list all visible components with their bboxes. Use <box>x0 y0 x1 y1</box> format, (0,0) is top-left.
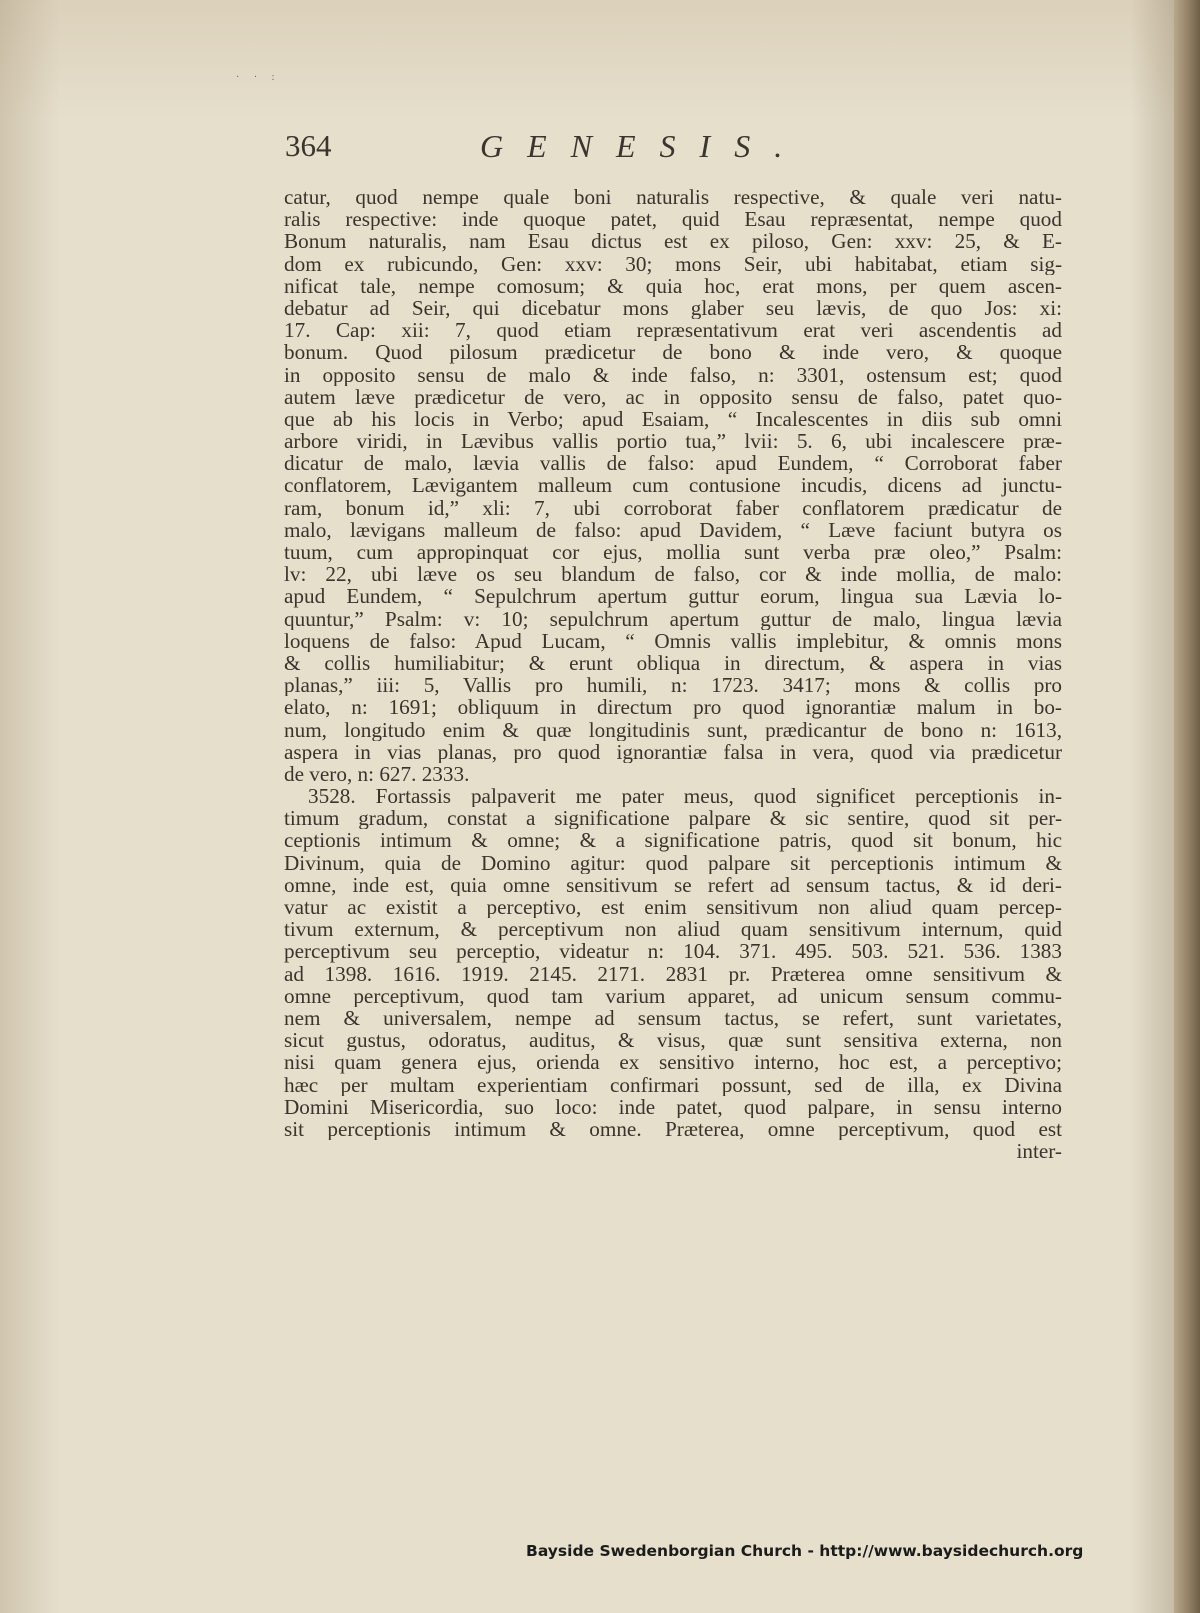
ink-specks: · · : <box>236 72 281 83</box>
text-line: Bonum naturalis, nam Esau dictus est ex piloso, Gen: xxv: 25, & E- <box>284 230 1062 253</box>
text-line: sit perceptionis intimum & omne. Præterea, omne perceptivum, quod est <box>284 1117 1062 1141</box>
text-line: in opposito sensu de malo & inde falso, n: 3301, ostensum est; quod <box>284 363 1062 386</box>
body-text <box>284 186 1062 1162</box>
text-line: loquens de falso: Apud Lucam, “ Omnis vallis implebitur, & omnis mons <box>284 629 1062 652</box>
text-line: omne, inde est, quia omne sensitivum se refert ad sensum tactus, & id deri- <box>284 873 1062 896</box>
text-line: debatur ad Seir, qui dicebatur mons glaber seu lævis, de quo Jos: xi: <box>284 296 1062 320</box>
text-line: elato, n: 1691; obliquum in directum pro quod ignorantiæ malum in bo- <box>284 696 1062 719</box>
text-line: ralis respective: inde quoque patet, quid Esau repræsentat, nempe quod <box>284 208 1062 231</box>
text-line: quuntur,” Psalm: v: 10; sepulchrum apertum guttur de malo, lingua lævia <box>284 607 1062 630</box>
text-line: timum gradum, constat a significatione palpare & sic sentire, quod sit per- <box>284 807 1062 830</box>
text-line: tivum externum, & perceptivum non aliud quam sensitivum internum, quid <box>284 918 1062 941</box>
page-edge-shadow <box>1174 0 1200 1613</box>
text-line: planas,” iii: 5, Vallis pro humili, n: 1723. 3417; mons & collis pro <box>284 674 1062 697</box>
text-line: sicut gustus, odoratus, auditus, & visus, quæ sunt sensitiva externa, non <box>284 1029 1062 1052</box>
page-number: 364 <box>285 128 332 163</box>
text-line: de vero, n: 627. 2333. <box>284 762 470 786</box>
text-line: lv: 22, ubi læve os seu blandum de falso, cor & inde mollia, de malo: <box>284 563 1062 586</box>
text-line: bonum. Quod pilosum prædicetur de bono & inde vero, & quoque <box>284 341 1062 364</box>
text-line: tuum, cum appropinquat cor ejus, mollia sunt verba præ oleo,” Psalm: <box>284 541 1062 564</box>
text-line: Domini Misericordia, suo loco: inde patet, quod palpare, in sensu interno <box>284 1095 1062 1118</box>
text-line: omne perceptivum, quod tam varium apparet, ad unicum sensum commu- <box>284 984 1062 1007</box>
page-header <box>285 128 905 168</box>
text-line: hæc per multam experientiam confirmari possunt, sed de illa, ex Divina <box>284 1073 1062 1096</box>
text-line: apud Eundem, “ Sepulchrum apertum guttur eorum, lingua sua Lævia lo- <box>284 585 1062 608</box>
text-line: que ab his locis in Verbo; apud Esaiam, “ Incalescentes in diis sub omni <box>284 407 1062 431</box>
text-line: 17. Cap: xii: 7, quod etiam repræsentativum erat veri ascendentis ad <box>284 319 1062 342</box>
text-line: Divinum, quia de Domino agitur: quod palpare sit perceptionis intimum & <box>284 851 1062 874</box>
text-line: dicatur de malo, lævia vallis de falso: apud Eundem, “ Corroborat faber <box>284 452 1062 475</box>
text-line: ceptionis intimum & omne; & a significatione patris, quod sit bonum, hic <box>284 829 1062 852</box>
text-line: & collis humiliabitur; & erunt obliqua in directum, & aspera in vias <box>284 651 1062 675</box>
text-line: dom ex rubicundo, Gen: xxv: 30; mons Seir, ubi habitabat, etiam sig- <box>284 252 1062 275</box>
text-line: nificat tale, nempe comosum; & quia hoc, erat mons, per quem ascen- <box>284 274 1062 297</box>
running-title: GENESIS. <box>480 128 807 164</box>
text-line: ad 1398. 1616. 1919. 2145. 2171. 2831 pr. Præterea omne sensitivum & <box>284 962 1062 985</box>
text-line: autem læve prædicetur de vero, ac in opposito sensu de falso, patet quo- <box>284 385 1062 408</box>
text-line: ram, bonum id,” xli: 7, ubi corroborat faber conflatorem prædicatur de <box>284 496 1062 519</box>
text-line: perceptivum seu perceptio, videatur n: 104. 371. 495. 503. 521. 536. 1383 <box>284 940 1062 963</box>
text-line: catur, quod nempe quale boni naturalis respective, & quale veri natu- <box>284 186 1062 209</box>
text-line: vatur ac existit a perceptivo, est enim sensitivum non aliud quam percep- <box>284 896 1062 919</box>
footer-credit: Bayside Swedenborgian Church - http://www.baysidechurch.org <box>526 1542 1084 1560</box>
text-line: nem & universalem, nempe ad sensum tactus, se refert, sunt varietates, <box>284 1006 1062 1030</box>
text-line: malo, lævigans malleum de falso: apud Davidem, “ Læve faciunt butyra os <box>284 518 1062 541</box>
text-line: conflatorem, Lævigantem malleum cum contusione incudis, dicens ad junctu- <box>284 474 1062 497</box>
text-line: num, longitudo enim & quæ longitudinis sunt, prædicantur de bono n: 1613, <box>284 718 1062 741</box>
text-line: nisi quam genera ejus, orienda ex sensitivo interno, hoc est, a perceptivo; <box>284 1051 1062 1074</box>
text-line: aspera in vias planas, pro quod ignorantiæ falsa in vera, quod via prædicetur <box>284 740 1062 763</box>
text-line: 3528. Fortassis palpaverit me pater meus, quod significet perceptionis in- <box>308 785 1062 808</box>
catchword: inter- <box>1016 1140 1062 1163</box>
text-line: arbore viridi, in Lævibus vallis portio tua,” lvii: 5. 6, ubi incalescere præ- <box>284 430 1062 453</box>
